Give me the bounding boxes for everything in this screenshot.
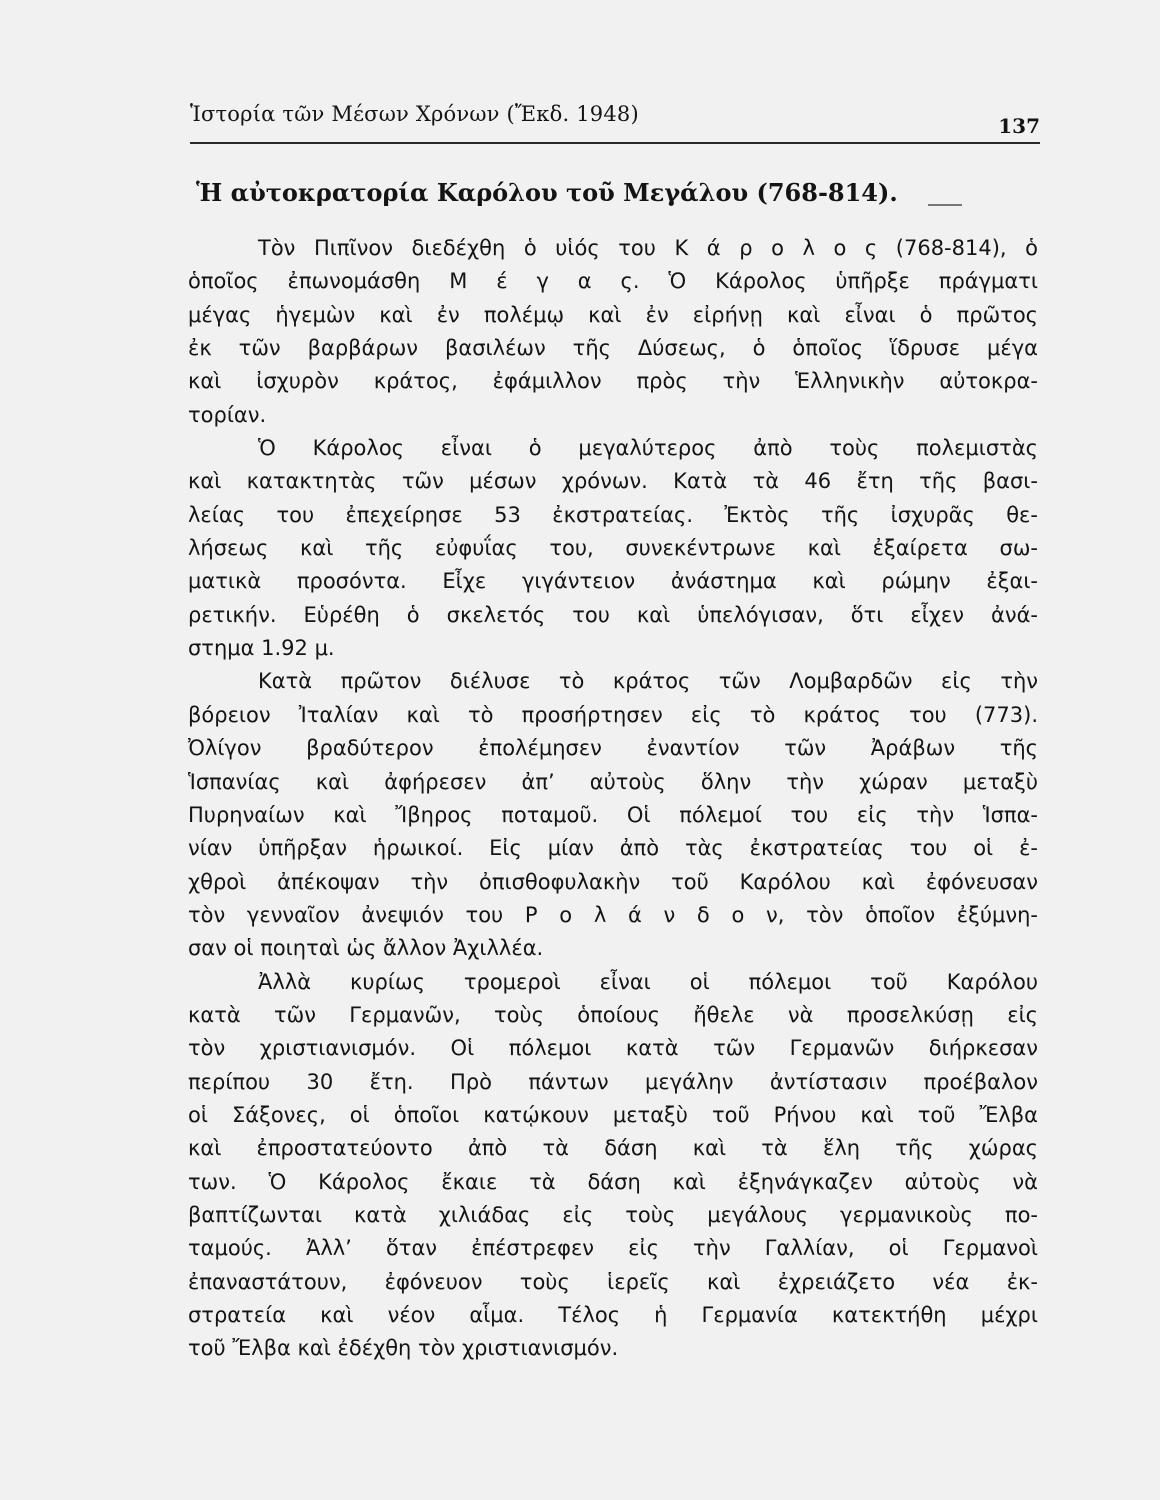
text-line: τὸν γενναῖον ἀνεψιόν του Ρ ο λ ά ν δ ο ν, τὸν ὁποῖον ἐξύμνη-: [188, 902, 1038, 927]
text-line: χθροὶ ἀπέκοψαν τὴν ὀπισθοφυλακὴν τοῦ Καρόλου καὶ ἐφόνευσαν: [188, 869, 1038, 894]
text-line: λήσεως καὶ τῆς εὐφυΐας του, συνεκέντρωνε καὶ ἐξαίρετα σω-: [188, 536, 1038, 561]
text-line: των. Ὁ Κάρολος ἔκαιε τὰ δάση καὶ ἐξηνάγκαζεν αὐτοὺς νὰ: [188, 1169, 1038, 1194]
text-line: Ἱσπανίας καὶ ἀφήρεσεν ἀπ’ αὐτοὺς ὅλην τὴν χώραν μεταξὺ: [188, 769, 1038, 794]
text-line: μέγας ἡγεμὼν καὶ ἐν πολέμῳ καὶ ἐν εἰρήνῃ καὶ εἶναι ὁ πρῶτος: [188, 302, 1038, 327]
text-line: ἐκ τῶν βαρβάρων βασιλέων τῆς Δύσεως, ὁ ὁποῖος ἵδρυσε μέγα: [188, 336, 1038, 361]
text-line: Ὀλίγον βραδύτερον ἐπολέμησεν ἐναντίον τῶν Ἀράβων τῆς: [188, 736, 1038, 761]
text-line: Πυρηναίων καὶ Ἴβηρος ποταμοῦ. Οἱ πόλεμοί του εἰς τὴν Ἱσπα-: [188, 802, 1038, 827]
text-line: βαπτίζωνται κατὰ χιλιάδας εἰς τοὺς μεγάλους γερμανικοὺς πο-: [188, 1202, 1038, 1227]
text-line: τοῦ Ἔλβα καὶ ἐδέχθη τὸν χριστιανισμόν.: [188, 1336, 619, 1361]
text-line: ρετικήν. Εὑρέθη ὁ σκελετός του καὶ ὑπελόγισαν, ὅτι εἶχεν ἀνά-: [188, 602, 1038, 627]
text-line: Ὁ Κάρολος εἶναι ὁ μεγαλύτερος ἀπὸ τοὺς πολεμιστὰς: [258, 436, 1038, 461]
heading-dash: [928, 204, 962, 206]
running-title: Ἱστορία τῶν Μέσων Χρόνων (Ἔκδ. 1948): [190, 102, 639, 126]
text-line: οἱ Σάξονες, οἱ ὁποῖοι κατῴκουν μεταξὺ τοῦ Ρήνου καὶ τοῦ Ἔλβα: [188, 1102, 1038, 1127]
text-line: ματικὰ προσόντα. Εἶχε γιγάντειον ἀνάστημα καὶ ρώμην ἐξαι-: [188, 569, 1038, 594]
text-line: νίαν ὑπῆρξαν ἡρωικοί. Εἰς μίαν ἀπὸ τὰς ἐκστρατείας του οἱ ἐ-: [188, 836, 1038, 861]
text-line: ταμούς. Ἀλλ’ ὅταν ἐπέστρεφεν εἰς τὴν Γαλλίαν, οἱ Γερμανοὶ: [188, 1236, 1038, 1261]
text-line: σαν οἱ ποιηταὶ ὡς ἄλλον Ἀχιλλέα.: [188, 936, 544, 961]
text-line: ἐπαναστάτουν, ἐφόνευον τοὺς ἱερεῖς καὶ ἐχρειάζετο νέα ἐκ-: [188, 1269, 1038, 1294]
text-line: καὶ κατακτητὰς τῶν μέσων χρόνων. Κατὰ τὰ 46 ἔτη τῆς βασι-: [188, 469, 1038, 494]
text-line: ὁποῖος ἐπωνομάσθη Μ έ γ α ς. Ὁ Κάρολος ὑπῆρξε πράγματι: [188, 269, 1038, 294]
text-line: βόρειον Ἰταλίαν καὶ τὸ προσήρτησεν εἰς τὸ κράτος του (773).: [188, 702, 1038, 727]
text-line: καὶ ἰσχυρὸν κράτος, ἐφάμιλλον πρὸς τὴν Ἑλληνικὴν αὐτοκρα-: [188, 369, 1038, 394]
text-line: καὶ ἐπροστατεύοντο ἀπὸ τὰ δάση καὶ τὰ ἕλη τῆς χώρας: [188, 1136, 1038, 1161]
text-line: τορίαν.: [188, 402, 267, 427]
text-line: λείας του ἐπεχείρησε 53 ἐκστρατείας. Ἐκτὸς τῆς ἰσχυρᾶς θε-: [188, 502, 1038, 527]
running-header: [190, 100, 1040, 144]
text-line: περίπου 30 ἔτη. Πρὸ πάντων μεγάλην ἀντίστασιν προέβαλον: [188, 1069, 1038, 1094]
text-line: τὸν χριστιανισμόν. Οἱ πόλεμοι κατὰ τῶν Γερμανῶν διήρκεσαν: [188, 1036, 1038, 1061]
body-text: [188, 232, 1038, 1366]
page-number: 137: [998, 114, 1040, 138]
section-heading: Ἡ αὐτοκρατορία Καρόλου τοῦ Μεγάλου (768-814).: [196, 178, 898, 207]
text-line: στρατεία καὶ νέον αἷμα. Τέλος ἡ Γερμανία κατεκτήθη μέχρι: [188, 1303, 1038, 1327]
text-line: Ἀλλὰ κυρίως τρομεροὶ εἶναι οἱ πόλεμοι τοῦ Καρόλου: [258, 969, 1038, 994]
text-line: στημα 1.92 μ.: [188, 636, 335, 661]
text-line: κατὰ τῶν Γερμανῶν, τοὺς ὁποίους ἤθελε νὰ προσελκύσῃ εἰς: [188, 1002, 1038, 1027]
text-line: Τὸν Πιπῖνον διεδέχθη ὁ υἱός του Κ ά ρ ο λ ο ς (768-814), ὁ: [258, 236, 1038, 260]
text-line: Κατὰ πρῶτον διέλυσε τὸ κράτος τῶν Λομβαρδῶν εἰς τὴν: [258, 669, 1038, 694]
